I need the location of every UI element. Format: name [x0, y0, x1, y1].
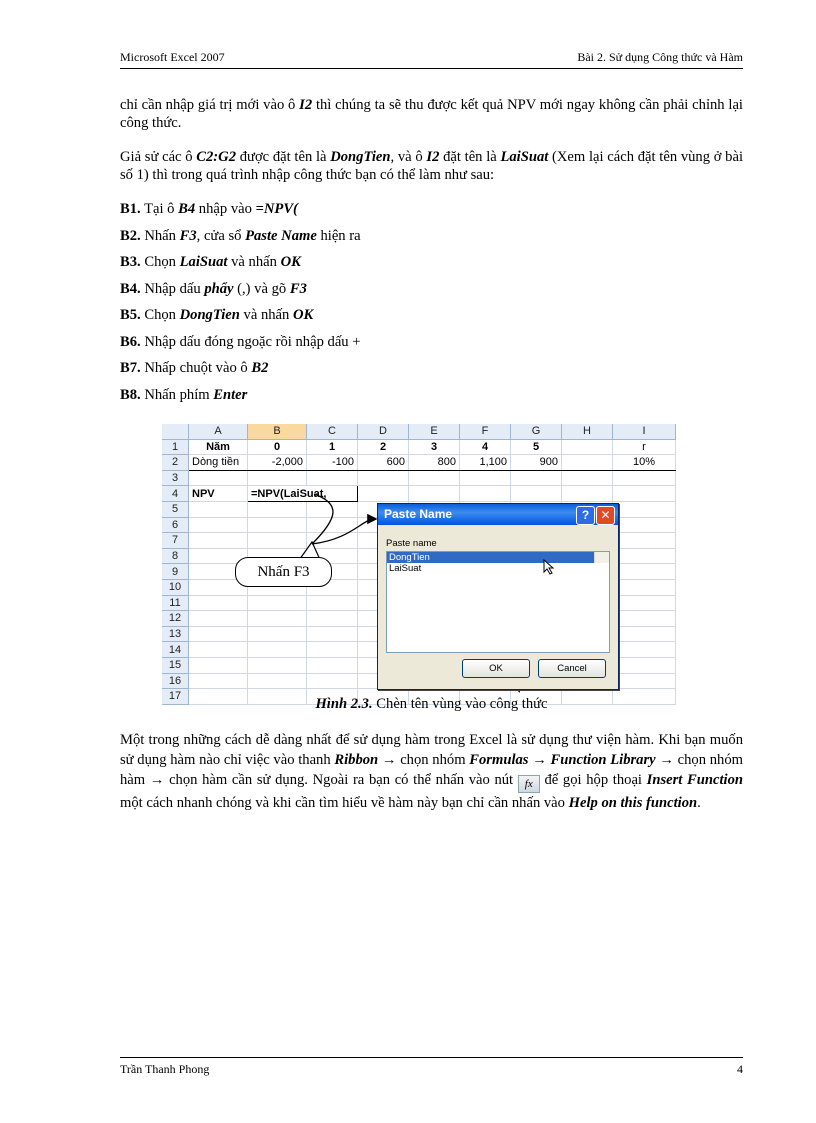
cell-d2[interactable]: 600	[358, 455, 409, 471]
paste-name-dialog	[377, 503, 619, 690]
footer-author: Trần Thanh Phong	[120, 1062, 210, 1076]
cell-e1[interactable]: 3	[409, 439, 460, 455]
row-header[interactable]: 5	[162, 501, 189, 517]
step-item: B7. Nhấp chuột vào ô B2	[120, 360, 269, 376]
col-header-e[interactable]: E	[409, 424, 460, 439]
row-header[interactable]: 3	[162, 470, 189, 486]
cell-c2[interactable]: -100	[307, 455, 358, 471]
step-item: B8. Nhấn phím Enter	[120, 386, 248, 403]
ok-button[interactable]: OK	[462, 659, 530, 678]
list-scrollbar[interactable]	[594, 552, 609, 563]
row-header[interactable]: 6	[162, 517, 189, 533]
col-header-i[interactable]: I	[613, 424, 676, 439]
insert-function-icon[interactable]: fx	[518, 775, 540, 793]
row-header[interactable]: 7	[162, 533, 189, 549]
col-header-d[interactable]: D	[358, 424, 409, 439]
col-header-b[interactable]: B	[248, 424, 307, 439]
figure-spreadsheet	[162, 424, 702, 703]
row-header[interactable]: 13	[162, 626, 189, 642]
step-item: B4. Nhập dấu phẩy (,) và gõ F3	[120, 280, 307, 297]
col-header-c[interactable]: C	[307, 424, 358, 439]
step-item: B1. Tại ô B4 nhập vào =NPV(	[120, 201, 298, 217]
cell-b2[interactable]: -2,000	[248, 455, 307, 471]
step-item: B5. Chọn DongTien và nhấn OK	[120, 307, 314, 323]
cell-i1[interactable]: r	[613, 439, 676, 455]
close-icon[interactable]: ✕	[596, 506, 615, 525]
cell-g1[interactable]: 5	[511, 439, 562, 455]
cell-i2[interactable]: 10%	[613, 455, 676, 471]
col-header-g[interactable]: G	[511, 424, 562, 439]
name-list[interactable]	[386, 551, 610, 653]
row-header[interactable]: 17	[162, 689, 189, 705]
caption-text: Chèn tên vùng vào công thức	[376, 696, 548, 712]
intro-paragraph-1: chỉ cần nhập giá trị mới vào ô I2 thì chúng ta sẽ thu được kết quả NPV mới ngay không cần phải chỉnh lại công thức.	[120, 97, 743, 131]
body-text	[120, 96, 743, 412]
col-header-f[interactable]: F	[460, 424, 511, 439]
paste-name-label: Paste name	[386, 538, 437, 549]
callout-arrow	[312, 494, 375, 544]
row-header[interactable]: 1	[162, 439, 189, 455]
callout-nhan-f3: Nhấn F3	[235, 557, 332, 587]
page-number: 4	[737, 1062, 743, 1076]
page-header	[120, 50, 743, 69]
row-header[interactable]: 8	[162, 548, 189, 564]
step-item: B3. Chọn LaiSuat và nhấn OK	[120, 254, 301, 270]
row-header[interactable]: 16	[162, 673, 189, 689]
step-item: B6. Nhập dấu đóng ngoặc rồi nhập dấu +	[120, 333, 361, 350]
cell-d1[interactable]: 2	[358, 439, 409, 455]
cell-a2[interactable]: Dòng tiền	[189, 455, 248, 471]
cancel-button[interactable]: Cancel	[538, 659, 606, 678]
caption-label: Hình 2.3.	[315, 696, 373, 712]
cell-b1[interactable]: 0	[248, 439, 307, 455]
header-left: Microsoft Excel 2007	[120, 50, 225, 64]
header-right: Bài 2. Sử dụng Công thức và Hàm	[577, 50, 743, 64]
row-header[interactable]: 9	[162, 564, 189, 580]
step-item: B2. Nhấn F3, cửa sổ Paste Name hiện ra	[120, 227, 361, 244]
row-header[interactable]: 15	[162, 657, 189, 673]
figure-caption	[120, 696, 743, 713]
mouse-cursor-icon	[543, 559, 555, 575]
intro-paragraph-2: Giả sử các ô C2:G2 được đặt tên là DongTien, và ô I2 đặt tên là LaiSuat (Xem lại cách đặt tên vùng ở bài số 1) thì trong quá trình nhập công thức bạn có thể làm như sau:	[120, 149, 744, 183]
cell-f1[interactable]: 4	[460, 439, 511, 455]
col-header-h[interactable]: H	[562, 424, 613, 439]
cell-c1[interactable]: 1	[307, 439, 358, 455]
dialog-titlebar	[378, 504, 618, 525]
row-header[interactable]: 10	[162, 579, 189, 595]
steps-list	[120, 200, 743, 404]
function-library-paragraph: Một trong những cách dễ dàng nhất để sử dụng hàm trong Excel là sử dụng thư viện hàm. Khi bạn muốn sử dụng hàm nào chỉ việc vào thanh Ribbon → chọn nhóm Formulas → Function Library → chọn nhóm hàm → chọn hàm cần sử dụng. Ngoài ra bạn có thể nhấn vào nút fx để gọi hộp thoại Insert Function một cách nhanh chóng và khi cần tìm hiểu về hàm này bạn chỉ cần nhấn vào Help on this function.	[120, 732, 743, 811]
cell-e2[interactable]: 800	[409, 455, 460, 471]
cell-a4[interactable]: NPV	[189, 486, 248, 502]
row-header[interactable]: 4	[162, 486, 189, 502]
cell-f2[interactable]: 1,100	[460, 455, 511, 471]
cell-g2[interactable]: 900	[511, 455, 562, 471]
list-item-laisuat[interactable]: LaiSuat	[389, 563, 422, 574]
list-item-dongtien[interactable]: DongTien	[387, 552, 597, 563]
dialog-title: Paste Name	[384, 507, 453, 521]
col-header-a[interactable]: A	[189, 424, 248, 439]
page-footer	[120, 1057, 743, 1078]
row-header[interactable]: 11	[162, 595, 189, 611]
row-header[interactable]: 2	[162, 455, 189, 471]
row-header[interactable]: 14	[162, 642, 189, 658]
cell-b4-active[interactable]: =NPV(LaiSuat,	[248, 486, 358, 502]
cell-a1[interactable]: Năm	[189, 439, 248, 455]
row-header[interactable]: 12	[162, 611, 189, 627]
help-icon[interactable]: ?	[576, 506, 595, 525]
